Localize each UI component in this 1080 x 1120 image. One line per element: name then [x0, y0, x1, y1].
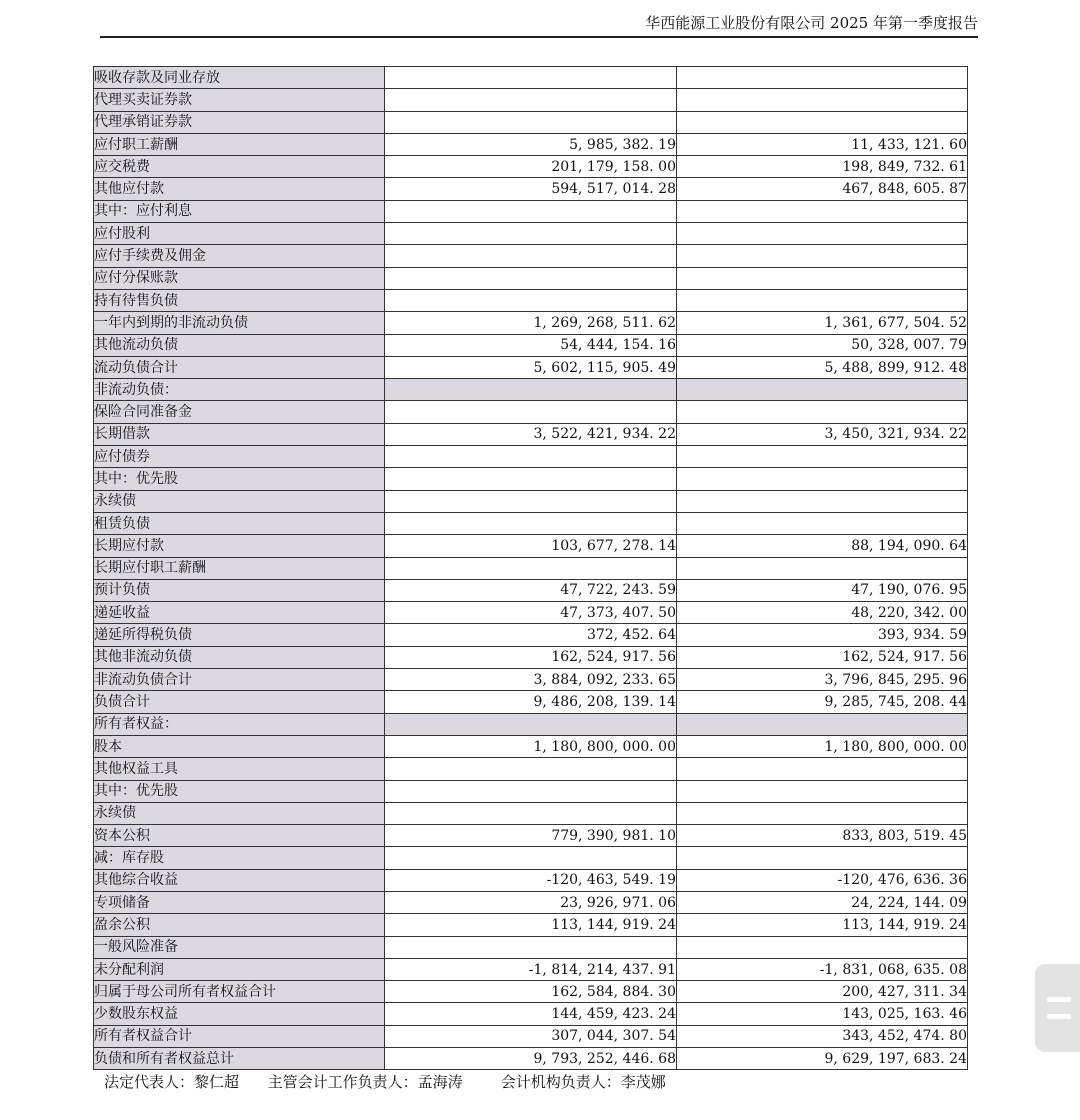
table-row: [94, 557, 968, 579]
table-row: [94, 67, 968, 89]
row-label: 应付股利: [94, 223, 385, 245]
prior-period-value: [677, 847, 968, 869]
current-period-value: 23, 926, 971. 06: [385, 891, 677, 913]
row-label: 所有者权益：: [94, 713, 385, 735]
prior-period-value: 3, 450, 321, 934. 22: [677, 423, 968, 445]
table-row: [94, 223, 968, 245]
prior-period-value: 198, 849, 732. 61: [677, 156, 968, 178]
current-period-value: [385, 111, 677, 133]
prior-period-value: -1, 831, 068, 635. 08: [677, 958, 968, 980]
table-row: [94, 802, 968, 824]
table-row: [94, 111, 968, 133]
prior-period-value: [677, 446, 968, 468]
current-period-value: 5, 985, 382. 19: [385, 133, 677, 155]
row-label: 其他流动负债: [94, 334, 385, 356]
signature-footer: [104, 1072, 666, 1092]
table-row: [94, 200, 968, 222]
prior-period-value: 1, 180, 800, 000. 00: [677, 735, 968, 757]
current-period-value: [385, 780, 677, 802]
report-header: [100, 10, 978, 38]
table-row: [94, 579, 968, 601]
current-period-value: [385, 936, 677, 958]
prior-period-value: 5, 488, 899, 912. 48: [677, 356, 968, 378]
table-row: [94, 735, 968, 757]
prior-period-value: 343, 452, 474. 80: [677, 1025, 968, 1047]
prior-period-value: 143, 025, 163. 46: [677, 1003, 968, 1025]
row-label: 预计负债: [94, 579, 385, 601]
current-period-value: [385, 802, 677, 824]
row-label: 代理买卖证券款: [94, 89, 385, 111]
prior-period-value: [677, 713, 968, 735]
row-label: 长期应付款: [94, 535, 385, 557]
row-label: 盈余公积: [94, 914, 385, 936]
current-period-value: 162, 524, 917. 56: [385, 646, 677, 668]
row-label: 未分配利润: [94, 958, 385, 980]
current-period-value: [385, 67, 677, 89]
legal-representative: 法定代表人：黎仁超: [104, 1073, 240, 1091]
row-label: 吸收存款及同业存放: [94, 67, 385, 89]
row-label: 永续债: [94, 802, 385, 824]
current-period-value: 201, 179, 158. 00: [385, 156, 677, 178]
prior-period-value: 9, 629, 197, 683. 24: [677, 1048, 968, 1070]
prior-period-value: [677, 267, 968, 289]
current-period-value: 779, 390, 981. 10: [385, 825, 677, 847]
row-label: 长期借款: [94, 423, 385, 445]
current-period-value: 113, 144, 919. 24: [385, 914, 677, 936]
current-period-value: 47, 373, 407. 50: [385, 602, 677, 624]
table-row: [94, 713, 968, 735]
table-row: [94, 981, 968, 1003]
table-row: [94, 914, 968, 936]
row-label: 非流动负债：: [94, 379, 385, 401]
report-title: 华西能源工业股份有限公司 2025 年第一季度报告: [645, 14, 978, 32]
prior-period-value: 113, 144, 919. 24: [677, 914, 968, 936]
table-row: [94, 178, 968, 200]
row-label: 应付债券: [94, 446, 385, 468]
current-period-value: [385, 245, 677, 267]
prior-period-value: 200, 427, 311. 34: [677, 981, 968, 1003]
table-row: [94, 156, 968, 178]
current-period-value: [385, 89, 677, 111]
table-row: [94, 847, 968, 869]
current-period-value: 9, 486, 208, 139. 14: [385, 691, 677, 713]
row-label: 其他应付款: [94, 178, 385, 200]
row-label: 所有者权益合计: [94, 1025, 385, 1047]
current-period-value: 3, 522, 421, 934. 22: [385, 423, 677, 445]
row-label: 非流动负债合计: [94, 669, 385, 691]
row-label: 其他非流动负债: [94, 646, 385, 668]
table-row: [94, 245, 968, 267]
prior-period-value: [677, 89, 968, 111]
accounting-head: 主管会计工作负责人：孟海涛: [267, 1073, 463, 1091]
current-period-value: -120, 463, 549. 19: [385, 869, 677, 891]
table-row: [94, 267, 968, 289]
prior-period-value: 162, 524, 917. 56: [677, 646, 968, 668]
balance-sheet-table: [93, 66, 968, 1070]
current-period-value: 594, 517, 014. 28: [385, 178, 677, 200]
table-row: [94, 446, 968, 468]
table-row: [94, 958, 968, 980]
prior-period-value: 3, 796, 845, 295. 96: [677, 669, 968, 691]
table-row: [94, 758, 968, 780]
current-period-value: 5, 602, 115, 905. 49: [385, 356, 677, 378]
row-label: 租赁负债: [94, 512, 385, 534]
prior-period-value: [677, 557, 968, 579]
row-label: 其中：优先股: [94, 780, 385, 802]
prior-period-value: 833, 803, 519. 45: [677, 825, 968, 847]
current-period-value: 1, 269, 268, 511. 62: [385, 312, 677, 334]
current-period-value: [385, 758, 677, 780]
prior-period-value: [677, 289, 968, 311]
current-period-value: [385, 468, 677, 490]
current-period-value: [385, 557, 677, 579]
prior-period-value: [677, 401, 968, 423]
current-period-value: [385, 512, 677, 534]
current-period-value: 3, 884, 092, 233. 65: [385, 669, 677, 691]
table-row: [94, 602, 968, 624]
current-period-value: [385, 289, 677, 311]
prior-period-value: 24, 224, 144. 09: [677, 891, 968, 913]
current-period-value: 372, 452. 64: [385, 624, 677, 646]
row-label: 应付分保账款: [94, 267, 385, 289]
prior-period-value: [677, 223, 968, 245]
row-label: 应付手续费及佣金: [94, 245, 385, 267]
prior-period-value: [677, 468, 968, 490]
table-row: [94, 669, 968, 691]
row-label: 负债合计: [94, 691, 385, 713]
row-label: 其中：优先股: [94, 468, 385, 490]
row-label: 减：库存股: [94, 847, 385, 869]
table-row: [94, 1025, 968, 1047]
row-label: 其他权益工具: [94, 758, 385, 780]
table-row: [94, 891, 968, 913]
row-label: 递延所得税负债: [94, 624, 385, 646]
row-label: 递延收益: [94, 602, 385, 624]
prior-period-value: [677, 245, 968, 267]
current-period-value: 54, 444, 154. 16: [385, 334, 677, 356]
current-period-value: [385, 847, 677, 869]
table-row: [94, 535, 968, 557]
table-row: [94, 334, 968, 356]
row-label: 持有待售负债: [94, 289, 385, 311]
row-label: 应交税费: [94, 156, 385, 178]
table-row: [94, 780, 968, 802]
row-label: 保险合同准备金: [94, 401, 385, 423]
prior-period-value: 88, 194, 090. 64: [677, 535, 968, 557]
row-label: 股本: [94, 735, 385, 757]
current-period-value: [385, 200, 677, 222]
prior-period-value: 9, 285, 745, 208. 44: [677, 691, 968, 713]
table-row: [94, 89, 968, 111]
prior-period-value: [677, 512, 968, 534]
row-label: 其中：应付利息: [94, 200, 385, 222]
prior-period-value: 393, 934. 59: [677, 624, 968, 646]
row-label: 负债和所有者权益总计: [94, 1048, 385, 1070]
prior-period-value: [677, 758, 968, 780]
table-row: [94, 624, 968, 646]
prior-period-value: [677, 490, 968, 512]
row-label: 归属于母公司所有者权益合计: [94, 981, 385, 1003]
current-period-value: -1, 814, 214, 437. 91: [385, 958, 677, 980]
prior-period-value: [677, 200, 968, 222]
table-row: [94, 379, 968, 401]
current-period-value: [385, 379, 677, 401]
current-period-value: 144, 459, 423. 24: [385, 1003, 677, 1025]
prior-period-value: 47, 190, 076. 95: [677, 579, 968, 601]
row-label: 永续债: [94, 490, 385, 512]
table-row: [94, 691, 968, 713]
current-period-value: [385, 713, 677, 735]
table-row: [94, 468, 968, 490]
row-label: 代理承销证券款: [94, 111, 385, 133]
table-row: [94, 512, 968, 534]
prior-period-value: [677, 936, 968, 958]
prior-period-value: [677, 802, 968, 824]
prior-period-value: 48, 220, 342. 00: [677, 602, 968, 624]
row-label: 流动负债合计: [94, 356, 385, 378]
row-label: 专项储备: [94, 891, 385, 913]
table-row: [94, 401, 968, 423]
prior-period-value: [677, 780, 968, 802]
table-row: [94, 1003, 968, 1025]
prior-period-value: [677, 379, 968, 401]
current-period-value: 307, 044, 307. 54: [385, 1025, 677, 1047]
table-row: [94, 133, 968, 155]
prior-period-value: [677, 67, 968, 89]
table-row: [94, 1048, 968, 1070]
current-period-value: 103, 677, 278. 14: [385, 535, 677, 557]
prior-period-value: 467, 848, 605. 87: [677, 178, 968, 200]
current-period-value: 1, 180, 800, 000. 00: [385, 735, 677, 757]
row-label: 少数股东权益: [94, 1003, 385, 1025]
prior-period-value: 1, 361, 677, 504. 52: [677, 312, 968, 334]
prior-period-value: -120, 476, 636. 36: [677, 869, 968, 891]
table-row: [94, 490, 968, 512]
prior-period-value: 50, 328, 007. 79: [677, 334, 968, 356]
row-label: 长期应付职工薪酬: [94, 557, 385, 579]
table-row: [94, 825, 968, 847]
prior-period-value: 11, 433, 121. 60: [677, 133, 968, 155]
current-period-value: 47, 722, 243. 59: [385, 579, 677, 601]
current-period-value: [385, 446, 677, 468]
current-period-value: [385, 267, 677, 289]
table-row: [94, 936, 968, 958]
row-label: 资本公积: [94, 825, 385, 847]
row-label: 其他综合收益: [94, 869, 385, 891]
table-row: [94, 356, 968, 378]
table-row: [94, 646, 968, 668]
row-label: 一年内到期的非流动负债: [94, 312, 385, 334]
prior-period-value: [677, 111, 968, 133]
current-period-value: [385, 490, 677, 512]
row-label: 一般风险准备: [94, 936, 385, 958]
table-row: [94, 423, 968, 445]
current-period-value: 162, 584, 884. 30: [385, 981, 677, 1003]
table-row: [94, 289, 968, 311]
scroll-handle[interactable]: [1035, 964, 1080, 1052]
table-row: [94, 869, 968, 891]
current-period-value: [385, 223, 677, 245]
row-label: 应付职工薪酬: [94, 133, 385, 155]
accounting-org-head: 会计机构负责人：李茂娜: [500, 1073, 666, 1091]
current-period-value: [385, 401, 677, 423]
table-row: [94, 312, 968, 334]
current-period-value: 9, 793, 252, 446. 68: [385, 1048, 677, 1070]
